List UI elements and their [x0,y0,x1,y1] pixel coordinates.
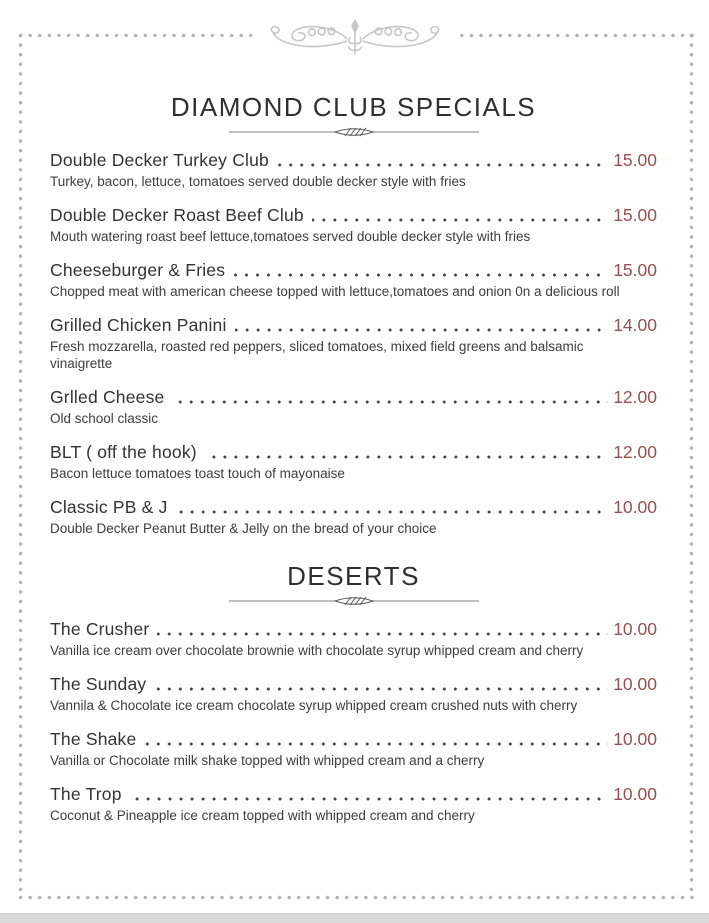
item-name: Double Decker Turkey Club [50,150,269,170]
menu-item [50,619,657,659]
menu-item [50,387,657,427]
dot-leader [130,796,609,802]
item-name: The Shake [50,729,137,749]
menu-item [50,784,657,824]
dot-leader [277,162,608,168]
menu-item [50,150,657,190]
item-price: 14.00 [613,315,657,335]
item-name: Cheeseburger & Fries [50,260,226,280]
item-name: Double Decker Roast Beef Club [50,205,304,225]
item-price: 10.00 [613,729,657,749]
menu-item [50,315,657,372]
dotted-border-bottom [18,895,694,900]
item-price: 10.00 [613,619,657,639]
item-price: 10.00 [613,784,657,804]
item-price: 15.00 [613,205,657,225]
menu-item [50,260,657,300]
item-price: 15.00 [613,150,657,170]
section-deserts-items [50,619,657,824]
dot-leader [176,509,609,515]
item-description: Chopped meat with american cheese topped with lettuce,tomatoes and onion 0n a delicious roll [50,284,620,299]
section-specials-items [50,150,657,537]
item-description: Mouth watering roast beef lettuce,tomatoes served double decker style with fries [50,229,531,244]
dot-leader [172,399,608,405]
item-price: 15.00 [613,260,657,280]
item-price: 12.00 [613,387,657,407]
item-name: Grlled Cheese [50,387,165,407]
item-name: The Sunday [50,674,147,694]
item-name: Classic PB & J [50,497,168,517]
item-description: Double Decker Peanut Butter & Jelly on the bread of your choice [50,521,437,536]
menu-item [50,729,657,769]
dot-leader [205,454,608,460]
item-description: Old school classic [50,411,159,426]
dot-leader [157,631,608,637]
item-name: The Trop [50,784,122,804]
dot-leader [144,741,608,747]
dot-leader [154,686,608,692]
section-title-specials: DIAMOND CLUB SPECIALS [170,92,537,122]
section-divider-icon [229,594,479,608]
item-price: 10.00 [613,497,657,517]
menu-item [50,205,657,245]
item-name: Grilled Chicken Panini [50,315,227,335]
item-price: 12.00 [613,442,657,462]
menu-item [50,497,657,537]
section-divider-icon [229,125,479,139]
item-description: Bacon lettuce tomatoes toast touch of mayonaise [50,466,345,481]
item-description: Vanilla ice cream over chocolate brownie with chocolate syrup whipped cream and cherry [50,643,584,658]
item-name: The Crusher [50,619,150,639]
item-name: BLT ( off the hook) [50,442,197,462]
page-bottom-edge [0,913,709,923]
menu-item [50,674,657,714]
item-description: Vanilla or Chocolate milk shake topped with whipped cream and a cherry [50,753,485,768]
dot-leader [233,272,608,278]
menu-item [50,442,657,482]
dot-leader [235,327,609,333]
item-description: Coconut & Pineapple ice cream topped with whipped cream and cherry [50,808,475,823]
item-description: Turkey, bacon, lettuce, tomatoes served double decker style with fries [50,174,466,189]
item-description: Vannila & Chocolate ice cream chocolate syrup whipped cream crushed nuts with cherry [50,698,578,713]
dot-leader [312,217,608,223]
item-description: Fresh mozzarella, roasted red peppers, sliced tomatoes, mixed field greens and balsamic vinaigrette [50,339,584,371]
item-price: 10.00 [613,674,657,694]
section-title-deserts: DESERTS [287,561,420,591]
